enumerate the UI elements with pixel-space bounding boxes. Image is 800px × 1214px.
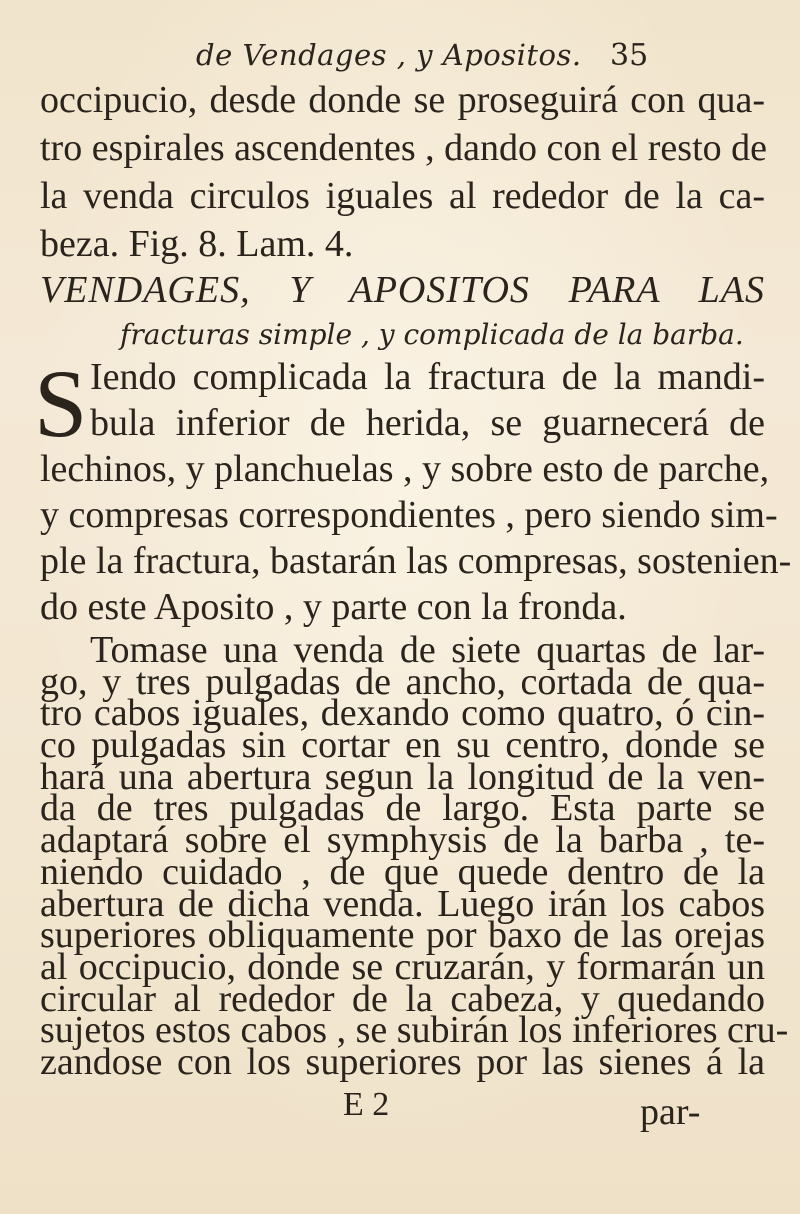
text-line: tro cabos iguales, dexando como quatro, ó cin- [40, 692, 765, 734]
text-line: superiores obliquamente por baxo de las orejas [40, 914, 765, 956]
section-heading: VENDAGES, Y APOSITOS PARA LAS [40, 269, 765, 311]
text-line: circular al rededor de la cabeza, y quedando [40, 978, 765, 1020]
text-line: ple la fractura, bastarán las compresas, sostenien- [40, 540, 792, 582]
text-line: Tomase una venda de siete quartas de lar- [90, 629, 765, 671]
text-line: la venda circulos iguales al rededor de la ca- [40, 175, 765, 217]
text-line: da de tres pulgadas de largo. Esta parte se [40, 787, 765, 829]
text-line: occipucio, desde donde se proseguirá con qua- [40, 79, 765, 121]
text-line: niendo cuidado , de que quede dentro de la [40, 851, 765, 893]
text-line: sujetos estos cabos , se subirán los inferiores cru- [40, 1009, 789, 1051]
text-line: hará una abertura segun la longitud de la ven- [40, 756, 765, 798]
text-line: co pulgadas sin cortar en su centro, donde se [40, 724, 765, 766]
text-line: al occipucio, donde se cruzarán, y formarán un [40, 946, 765, 988]
text-line: adaptará sobre el symphysis de la barba , te- [40, 819, 765, 861]
page-number: 35 [610, 38, 649, 73]
text-line: Iendo complicada la fractura de la mandi- [90, 356, 765, 398]
text-line: bula inferior de herida, se guarnecerá de [90, 402, 765, 444]
running-head [0, 38, 800, 82]
catchword: par- [640, 1091, 701, 1133]
signature-mark: E 2 [343, 1086, 390, 1123]
section-subheading: fracturas simple , y complicada de la barba. [120, 318, 744, 351]
text-line: zandose con los superiores por las sienes á la [40, 1041, 765, 1083]
text-line: abertura de dicha venda. Luego irán los cabos [40, 883, 765, 925]
running-title: de Vendages , y Apositos. [196, 38, 582, 72]
text-line: lechinos, y planchuelas , y sobre esto de parche, [40, 448, 770, 490]
text-line: y compresas correspondientes , pero siendo sim- [40, 494, 778, 536]
text-line: tro espirales ascendentes , dando con el resto de [40, 127, 768, 169]
text-line: do este Aposito , y parte con la fronda. [40, 586, 627, 628]
text-line: go, y tres pulgadas de ancho, cortada de qua- [40, 661, 765, 703]
drop-cap: S [34, 350, 88, 457]
text-line: beza. Fig. 8. Lam. 4. [40, 223, 354, 265]
